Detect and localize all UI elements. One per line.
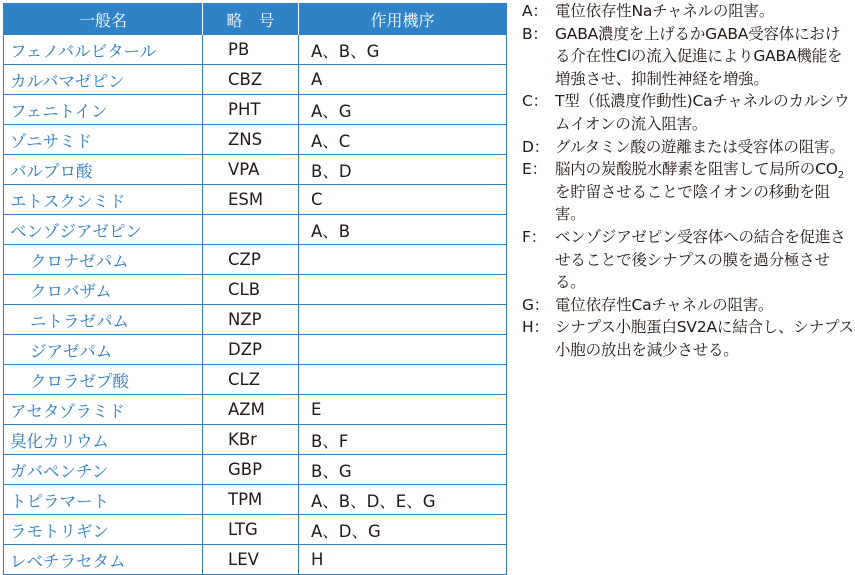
drug-mechanism: B、G <box>299 455 507 485</box>
drug-mechanism <box>299 245 507 275</box>
table-row <box>4 485 507 515</box>
drug-name: レベチラセタム <box>4 545 203 575</box>
drug-abbreviation: TPM <box>203 485 299 515</box>
mechanism-item <box>522 90 855 135</box>
drug-name: ゾニサミド <box>4 125 203 155</box>
drug-name: ジアゼパム <box>4 335 203 365</box>
table-row <box>4 335 507 365</box>
mechanism-item <box>522 158 855 226</box>
drug-name: クロナゼパム <box>4 245 203 275</box>
drug-abbreviation: CZP <box>203 245 299 275</box>
drug-abbreviation: LTG <box>203 515 299 545</box>
table-row <box>4 545 507 575</box>
mechanism-item <box>522 136 855 159</box>
mechanism-text: T型（低濃度作動性)Caチャネルのカルシウムイオンの流入阻害。 <box>555 92 850 133</box>
table-row <box>4 455 507 485</box>
table-row <box>4 65 507 95</box>
table-row <box>4 245 507 275</box>
drug-name: ニトラゼパム <box>4 305 203 335</box>
drug-abbreviation: KBr <box>203 425 299 455</box>
drug-mechanism <box>299 305 507 335</box>
drug-name: フェニトイン <box>4 95 203 125</box>
table-row <box>4 215 507 245</box>
drug-name: ベンゾジアゼピン <box>4 215 203 245</box>
mechanism-text: 電位依存性Caチャネルの阻害。 <box>555 295 774 314</box>
mechanism-item <box>522 316 855 361</box>
drug-name: ガバペンチン <box>4 455 203 485</box>
drug-mechanism: A、B、G <box>299 35 507 65</box>
drug-mechanism: A、B、D、E、G <box>299 485 507 515</box>
drug-abbreviation: ESM <box>203 185 299 215</box>
drug-abbreviation: AZM <box>203 395 299 425</box>
mechanism-key: F： <box>522 227 547 246</box>
table-row <box>4 425 507 455</box>
drug-mechanism: A、B <box>299 215 507 245</box>
drug-name: アセタゾラミド <box>4 395 203 425</box>
drug-mechanism <box>299 365 507 395</box>
drug-mechanism: H <box>299 545 507 575</box>
drug-name: バルプロ酸 <box>4 155 203 185</box>
drug-name: トピラマート <box>4 485 203 515</box>
mechanism-item <box>522 0 855 23</box>
drug-mechanism: C <box>299 185 507 215</box>
drug-abbreviation: VPA <box>203 155 299 185</box>
mechanism-text-after: を貯留させることで陰イオンの移動を阻害。 <box>555 182 830 224</box>
table-row <box>4 395 507 425</box>
drug-abbreviation: CLZ <box>203 365 299 395</box>
drug-abbreviation: LEV <box>203 545 299 575</box>
table-header-row <box>4 4 507 35</box>
mechanism-text: 電位依存性Naチャネルの阻害。 <box>555 2 775 20</box>
mechanism-key: B： <box>522 24 548 43</box>
drug-mechanism <box>299 335 507 365</box>
drug-abbreviation: PHT <box>203 95 299 125</box>
header-generic-name: 一般名 <box>4 4 203 35</box>
table-row <box>4 185 507 215</box>
drug-mechanism: E <box>299 395 507 425</box>
drug-abbreviation <box>203 215 299 245</box>
mechanism-text: GABA濃度を上げるかGABA受容体における介在性Clの流入促進によりGABA機能を増強させ、抑制性神経を増強。 <box>555 24 843 88</box>
drug-name: 臭化カリウム <box>4 425 203 455</box>
drug-abbreviation: ZNS <box>203 125 299 155</box>
mechanism-text-before: 脳内の炭酸脱水酵素を阻害して局所のCO <box>555 160 838 179</box>
antiepileptic-drug-table <box>3 3 507 575</box>
drug-mechanism: B、D <box>299 155 507 185</box>
table-row <box>4 365 507 395</box>
mechanism-key: C： <box>522 92 548 111</box>
table-row <box>4 125 507 155</box>
table-row <box>4 515 507 545</box>
drug-abbreviation: PB <box>203 35 299 65</box>
mechanism-item <box>522 23 855 91</box>
table-row <box>4 95 507 125</box>
mechanism-text: シナプス小胞蛋白SV2Aに結合し、シナプス小胞の放出を減少させる。 <box>555 318 854 359</box>
drug-abbreviation: GBP <box>203 455 299 485</box>
drug-abbreviation: CLB <box>203 275 299 305</box>
drug-name: カルバマゼピン <box>4 65 203 95</box>
drug-mechanism <box>299 275 507 305</box>
mechanism-text: グルタミン酸の遊離または受容体の阻害。 <box>555 137 845 156</box>
drug-mechanism: A、G <box>299 95 507 125</box>
table-row <box>4 35 507 65</box>
header-mechanism: 作用機序 <box>299 4 507 35</box>
drug-mechanism: A、D、G <box>299 515 507 545</box>
drug-name: クロラゼプ酸 <box>4 365 203 395</box>
table-row <box>4 155 507 185</box>
drug-name: エトスクシミド <box>4 185 203 215</box>
drug-abbreviation: CBZ <box>203 65 299 95</box>
drug-mechanism: A、C <box>299 125 507 155</box>
header-abbreviation: 略 号 <box>203 4 299 35</box>
mechanism-key: H： <box>522 318 549 337</box>
mechanism-key: D： <box>522 137 550 156</box>
drug-name: ラモトリギン <box>4 515 203 545</box>
mechanism-key: E： <box>522 160 547 179</box>
mechanism-key: A： <box>522 2 548 20</box>
table-row <box>4 305 507 335</box>
mechanism-subscript: 2 <box>837 170 844 182</box>
table-row <box>4 275 507 305</box>
mechanism-key: G： <box>522 295 550 314</box>
mechanism-item <box>522 294 855 317</box>
mechanism-text: ベンゾジアゼピン受容体への結合を促進させることで後シナプスの膜を過分極させる。 <box>555 227 846 292</box>
drug-mechanism: A <box>299 65 507 95</box>
drug-name: クロバザム <box>4 275 203 305</box>
mechanism-legend <box>522 0 855 362</box>
drug-mechanism: B、F <box>299 425 507 455</box>
drug-name: フェノバルビタール <box>4 35 203 65</box>
mechanism-item <box>522 226 855 294</box>
drug-abbreviation: NZP <box>203 305 299 335</box>
drug-abbreviation: DZP <box>203 335 299 365</box>
